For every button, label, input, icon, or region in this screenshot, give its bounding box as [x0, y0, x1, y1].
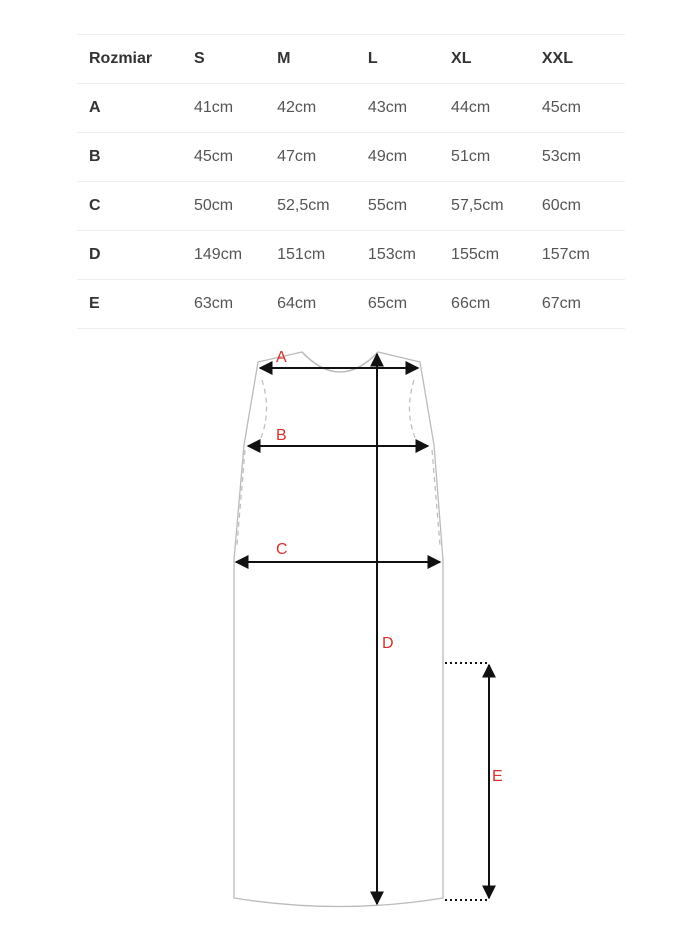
table-row — [77, 84, 625, 133]
table-cell: 52,5cm — [277, 182, 368, 231]
row-label: C — [77, 182, 194, 231]
table-cell: 41cm — [194, 84, 277, 133]
table-cell: 151cm — [277, 231, 368, 280]
table-cell: 149cm — [194, 231, 277, 280]
label-c: C — [276, 541, 288, 558]
table-cell: 50cm — [194, 182, 277, 231]
table-cell: 65cm — [368, 280, 451, 329]
table-row — [77, 182, 625, 231]
header-cell-xxl: XXL — [542, 35, 625, 84]
row-label: E — [77, 280, 194, 329]
table-cell: 53cm — [542, 133, 625, 182]
table-cell: 60cm — [542, 182, 625, 231]
header-cell-xl: XL — [451, 35, 542, 84]
table-cell: 57,5cm — [451, 182, 542, 231]
table-cell: 45cm — [194, 133, 277, 182]
row-label: D — [77, 231, 194, 280]
dress-outline — [234, 352, 443, 907]
table-cell: 67cm — [542, 280, 625, 329]
label-e: E — [492, 768, 503, 785]
header-cell-size: Rozmiar — [77, 35, 194, 84]
header-cell-m: M — [277, 35, 368, 84]
table-cell: 55cm — [368, 182, 451, 231]
table-cell: 44cm — [451, 84, 542, 133]
header-cell-l: L — [368, 35, 451, 84]
table-cell: 43cm — [368, 84, 451, 133]
table-row — [77, 231, 625, 280]
table-header-row — [77, 35, 625, 84]
table-cell: 157cm — [542, 231, 625, 280]
label-a: A — [276, 349, 287, 366]
table-row — [77, 133, 625, 182]
label-d: D — [382, 635, 394, 652]
header-cell-s: S — [194, 35, 277, 84]
dress-measurement-diagram — [0, 330, 700, 930]
table-cell: 42cm — [277, 84, 368, 133]
label-b: B — [276, 427, 287, 444]
table-cell: 51cm — [451, 133, 542, 182]
table-cell: 63cm — [194, 280, 277, 329]
table-cell: 66cm — [451, 280, 542, 329]
table-cell: 153cm — [368, 231, 451, 280]
row-label: B — [77, 133, 194, 182]
row-label: A — [77, 84, 194, 133]
size-table — [77, 34, 625, 329]
table-row — [77, 280, 625, 329]
table-cell: 64cm — [277, 280, 368, 329]
table-cell: 45cm — [542, 84, 625, 133]
table-cell: 155cm — [451, 231, 542, 280]
table-cell: 49cm — [368, 133, 451, 182]
table-cell: 47cm — [277, 133, 368, 182]
